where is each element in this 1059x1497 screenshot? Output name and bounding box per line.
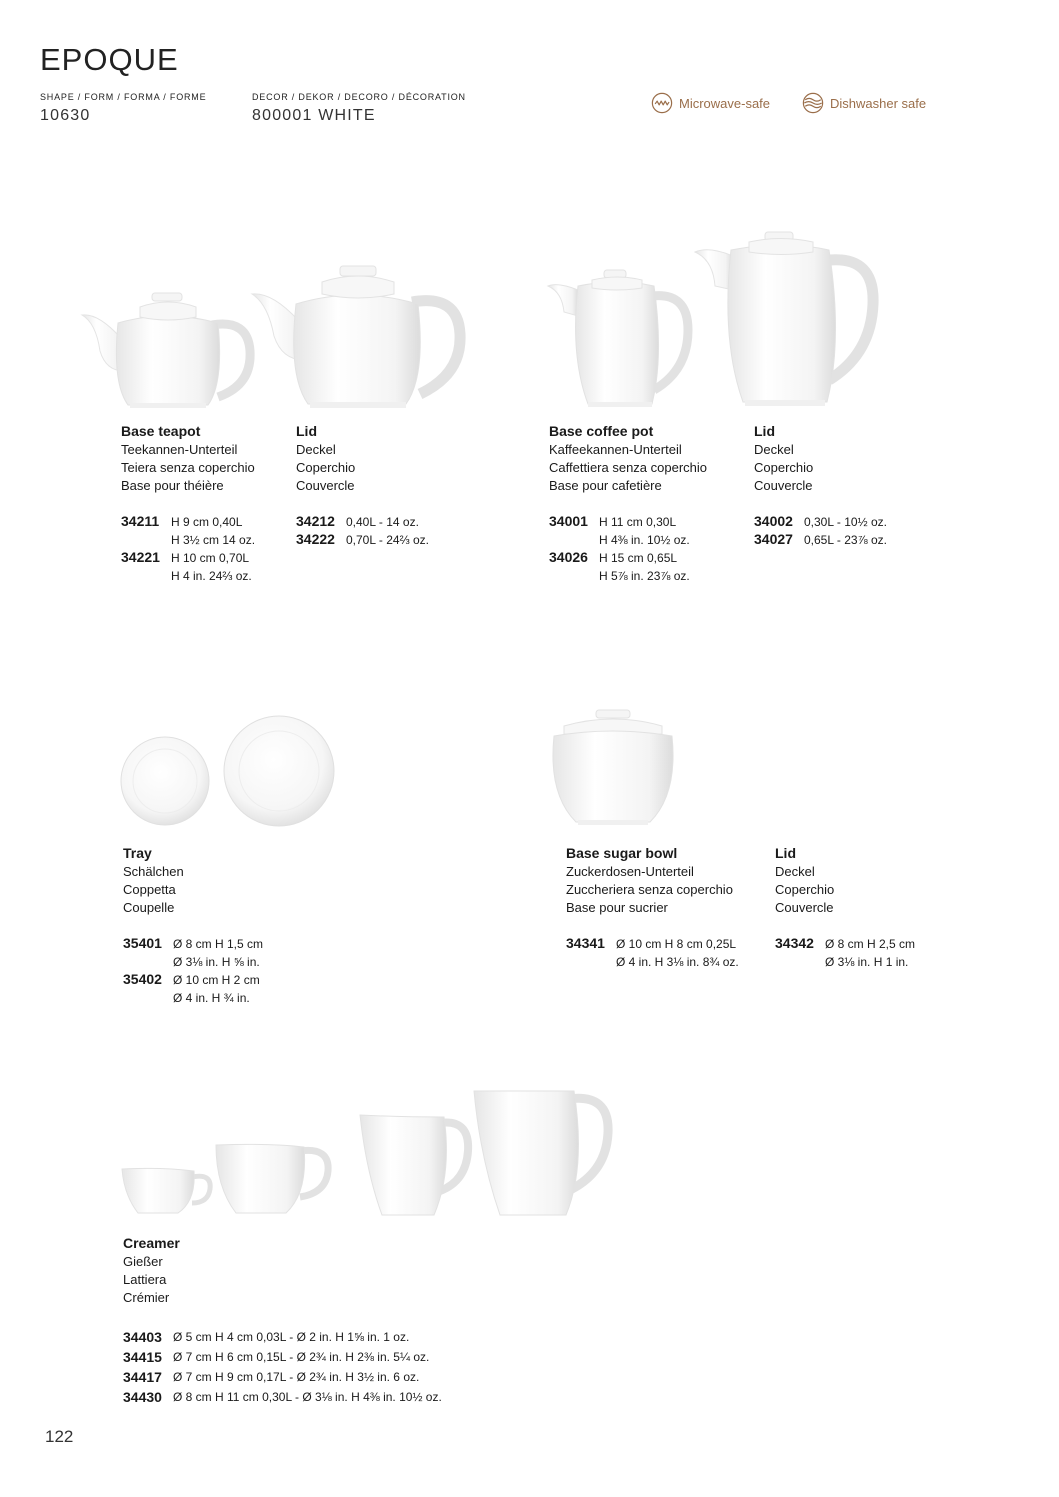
- item-spec: 0,65L - 23⅞ oz.: [804, 533, 887, 547]
- product-name: Lid: [775, 845, 796, 861]
- tray-image: [120, 714, 340, 829]
- translation: Coperchio: [296, 460, 356, 475]
- item-spec: H 4⅜ in. 10½ oz.: [599, 533, 690, 547]
- teapot-lid-block: [296, 422, 429, 549]
- page-title: EPOQUE: [40, 42, 179, 77]
- item-row: [121, 513, 255, 549]
- item-row: [296, 513, 429, 531]
- translation: Coupelle: [123, 900, 175, 915]
- item-spec: Ø 3⅛ in. H ⅝ in.: [173, 955, 260, 969]
- translation: Base pour sucrier: [566, 900, 668, 915]
- translation: Zuccheriera senza coperchio: [566, 882, 733, 897]
- coffeepot-base-block: [549, 422, 707, 585]
- item-spec: Ø 10 cm H 2 cm: [173, 973, 260, 987]
- item-spec: H 3½ cm 14 oz.: [171, 533, 256, 547]
- item-spec: 0,30L - 10½ oz.: [804, 515, 887, 529]
- item-spec: Ø 8 cm H 1,5 cm: [173, 937, 264, 951]
- item-row: [775, 935, 915, 971]
- creamer-image: [120, 1085, 620, 1220]
- translation: Couvercle: [775, 900, 834, 915]
- translation: Couvercle: [296, 478, 355, 493]
- translation: Caffettiera senza coperchio: [549, 460, 708, 475]
- creamer-block: [123, 1234, 442, 1407]
- microwave-label: Microwave-safe: [679, 95, 771, 111]
- sugar-base-block: [566, 844, 739, 971]
- product-name: Lid: [296, 423, 317, 439]
- item-spec: H 5⅞ in. 23⅞ oz.: [599, 569, 690, 583]
- teapot-large-image: [252, 262, 464, 410]
- teapot-base-block: [121, 422, 255, 585]
- coffeepot-small-image: [548, 268, 690, 410]
- shape-value: 10630: [40, 107, 91, 124]
- item-code: 34221: [121, 549, 160, 565]
- item-code: 34417: [123, 1369, 162, 1385]
- product-name: Base sugar bowl: [566, 845, 678, 861]
- translation: Teiera senza coperchio: [121, 460, 255, 475]
- item-spec: H 15 cm 0,65L: [599, 551, 678, 565]
- item-code: 34430: [123, 1389, 162, 1405]
- item-row: [123, 1347, 442, 1367]
- translation: Deckel: [775, 864, 815, 879]
- translation: Coperchio: [754, 460, 814, 475]
- translation: Deckel: [296, 442, 336, 457]
- tray-block: [123, 844, 263, 1007]
- item-row: [123, 971, 263, 1007]
- item-code: 34211: [121, 513, 160, 529]
- item-row: [754, 513, 887, 531]
- item-code: 34212: [296, 513, 335, 529]
- teapot-small-image: [80, 285, 255, 410]
- item-code: 34342: [775, 935, 814, 951]
- shape-label: SHAPE / FORM / FORMA / FORME: [40, 92, 207, 102]
- item-code: 34026: [549, 549, 588, 565]
- sugar-bowl-image: [548, 708, 678, 828]
- decor-block: [252, 92, 466, 125]
- product-name: Creamer: [123, 1235, 180, 1251]
- microwave-badge: [651, 92, 770, 114]
- coffeepot-lid-block: [754, 422, 887, 549]
- dishwasher-label: Dishwasher safe: [830, 95, 927, 111]
- item-spec: Ø 3⅛ in. H 1 in.: [825, 955, 909, 969]
- item-spec: Ø 4 in. H 3⅛ in. 8¾ oz.: [616, 955, 739, 969]
- item-row: [123, 1327, 442, 1347]
- translation: Couvercle: [754, 478, 813, 493]
- shape-block: [40, 92, 206, 125]
- microwave-icon: [651, 92, 673, 114]
- item-code: 34415: [123, 1349, 162, 1365]
- item-spec: Ø 10 cm H 8 cm 0,25L: [616, 937, 737, 951]
- translation: Schälchen: [123, 864, 184, 879]
- product-name: Lid: [754, 423, 775, 439]
- decor-label: DECOR / DEKOR / DECORO / DÉCORATION: [252, 92, 466, 102]
- item-row: [754, 531, 887, 549]
- item-spec: H 4 in. 24⅔ oz.: [171, 569, 252, 583]
- item-spec: Ø 4 in. H ¾ in.: [173, 991, 250, 1005]
- item-row: [121, 549, 255, 585]
- item-row: [549, 513, 707, 549]
- coffeepot-large-image: [695, 230, 875, 410]
- item-spec: 0,40L - 14 oz.: [346, 515, 419, 529]
- translation: Kaffeekannen-Unterteil: [549, 442, 682, 457]
- item-code: 34001: [549, 513, 588, 529]
- item-code: 34002: [754, 513, 793, 529]
- translation: Teekannen-Unterteil: [121, 442, 238, 457]
- decor-value: 800001 WHITE: [252, 107, 376, 124]
- translation: Gießer: [123, 1254, 163, 1269]
- translation: Deckel: [754, 442, 794, 457]
- translation: Coperchio: [775, 882, 835, 897]
- product-name: Base teapot: [121, 423, 201, 439]
- item-row: [549, 549, 707, 585]
- item-row: [296, 531, 429, 549]
- item-spec: H 9 cm 0,40L: [171, 515, 243, 529]
- page-number: 122: [45, 1427, 74, 1446]
- item-row: [123, 1367, 442, 1387]
- item-code: 34222: [296, 531, 335, 547]
- item-row: [123, 935, 263, 971]
- item-code: 34341: [566, 935, 605, 951]
- translation: Lattiera: [123, 1272, 167, 1287]
- item-spec: H 11 cm 0,30L: [599, 515, 677, 529]
- item-code: 35401: [123, 935, 162, 951]
- translation: Crémier: [123, 1290, 170, 1305]
- item-spec: Ø 7 cm H 6 cm 0,15L - Ø 2¾ in. H 2⅜ in. 5¼ oz.: [173, 1350, 430, 1364]
- product-name: Base coffee pot: [549, 423, 654, 439]
- item-spec: Ø 8 cm H 2,5 cm: [825, 937, 916, 951]
- item-row: [123, 1387, 442, 1407]
- item-spec: H 10 cm 0,70L: [171, 551, 250, 565]
- item-row: [566, 935, 739, 971]
- translation: Coppetta: [123, 882, 176, 897]
- translation: Base pour cafetière: [549, 478, 662, 493]
- product-name: Tray: [123, 845, 152, 861]
- item-code: 34027: [754, 531, 793, 547]
- item-code: 34403: [123, 1329, 162, 1345]
- item-spec: Ø 7 cm H 9 cm 0,17L - Ø 2¾ in. H 3½ in. 6 oz.: [173, 1370, 420, 1384]
- dishwasher-badge: [802, 92, 926, 114]
- item-code: 35402: [123, 971, 162, 987]
- translation: Base pour théière: [121, 478, 224, 493]
- item-spec: Ø 5 cm H 4 cm 0,03L - Ø 2 in. H 1⅝ in. 1 oz.: [173, 1330, 410, 1344]
- sugar-lid-block: [775, 844, 915, 971]
- translation: Zuckerdosen-Unterteil: [566, 864, 694, 879]
- item-spec: 0,70L - 24⅔ oz.: [346, 533, 429, 547]
- dishwasher-icon: [802, 92, 824, 114]
- item-spec: Ø 8 cm H 11 cm 0,30L - Ø 3⅛ in. H 4⅜ in. 10½ oz.: [173, 1390, 442, 1404]
